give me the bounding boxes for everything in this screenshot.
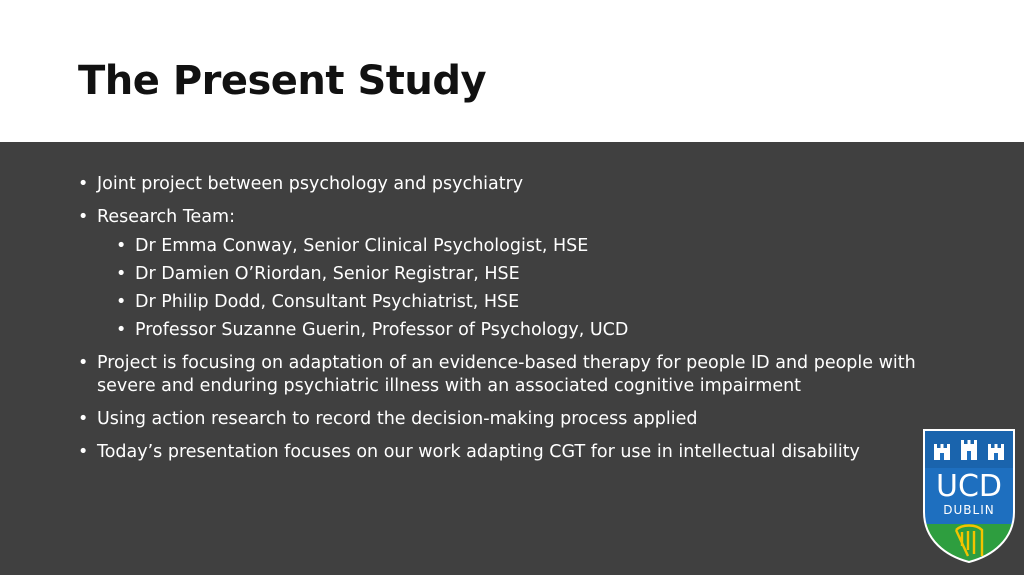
team-member-item [116, 291, 918, 314]
bullet-dot: • [116, 320, 127, 340]
bullet-item [78, 206, 918, 229]
bullet-item [78, 441, 918, 464]
team-member-item [116, 319, 918, 342]
team-member-text: Professor Suzanne Guerin, Professor of Psychology, UCD [135, 320, 629, 340]
bullet-text: Today’s presentation focuses on our work adapting CGT for use in intellectual disability [97, 442, 860, 462]
ucd-crest-icon [922, 428, 1016, 564]
team-member-text: Dr Damien O’Riordan, Senior Registrar, HSE [135, 264, 520, 284]
bullet-dot: • [116, 292, 127, 312]
bullet-item [78, 173, 918, 196]
team-member-item [116, 263, 918, 286]
bullet-item [78, 352, 918, 398]
team-member-item [116, 235, 918, 258]
bullet-text: Project is focusing on adaptation of an evidence-based therapy for people ID and people with severe and enduring psychiatric illness with an associated cognitive impairment [97, 353, 916, 396]
team-member-text: Dr Emma Conway, Senior Clinical Psychologist, HSE [135, 236, 589, 256]
bullet-dot: • [78, 442, 89, 462]
bullet-dot: • [78, 207, 89, 227]
bullet-text: Using action research to record the decision-making process applied [97, 409, 698, 429]
bullet-text: Research Team: [97, 207, 235, 227]
bullet-dot: • [78, 409, 89, 429]
bullet-item [78, 408, 918, 431]
logo-main-text: UCD [935, 469, 1003, 504]
team-member-text: Dr Philip Dodd, Consultant Psychiatrist, HSE [135, 292, 520, 312]
bullet-dot: • [116, 236, 127, 256]
ucd-dublin-logo [922, 428, 1016, 564]
bullet-dot: • [78, 174, 89, 194]
bullet-text: Joint project between psychology and psychiatry [97, 174, 524, 194]
research-team-list [78, 235, 918, 342]
bullet-dot: • [78, 353, 89, 373]
bullet-dot: • [116, 264, 127, 284]
logo-sub-text: DUBLIN [943, 503, 995, 517]
slide-content [0, 142, 1024, 575]
slide-header [0, 0, 1024, 142]
slide-title: The Present Study [78, 58, 487, 104]
bullet-list [78, 173, 918, 474]
